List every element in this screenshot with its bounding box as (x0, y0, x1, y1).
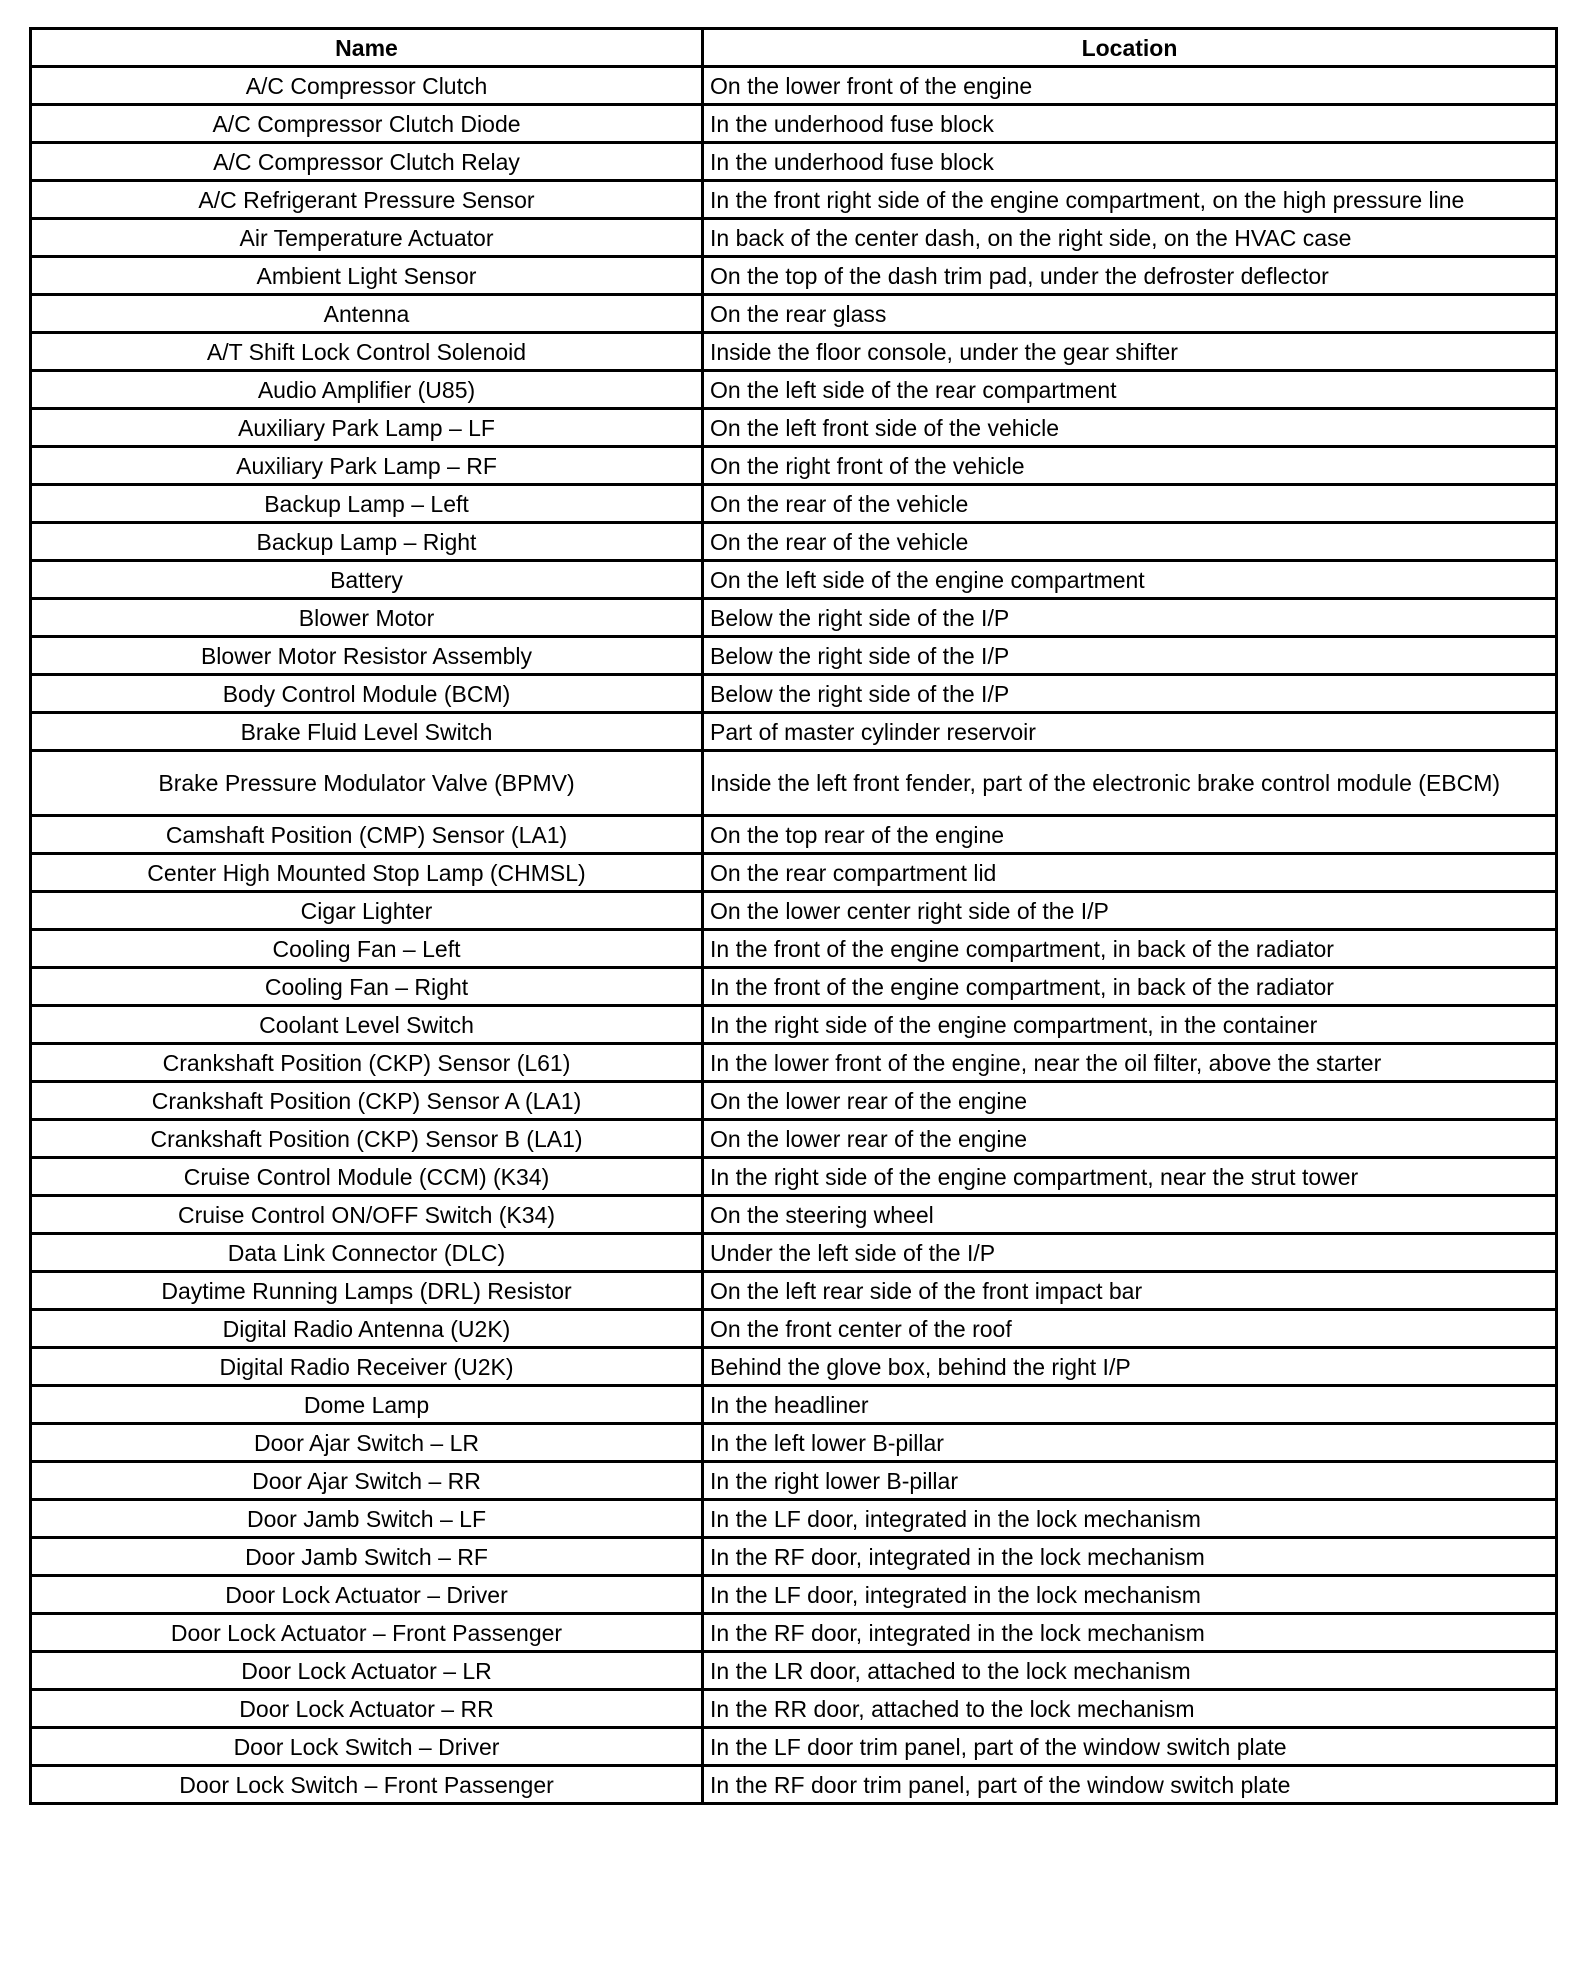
table-row (31, 447, 1557, 485)
component-name-cell: Blower Motor (31, 599, 703, 637)
component-location-cell: On the front center of the roof (703, 1310, 1557, 1348)
component-name-cell: Brake Fluid Level Switch (31, 713, 703, 751)
component-location-cell: On the left side of the engine compartment (703, 561, 1557, 599)
component-location-cell: On the left side of the rear compartment (703, 371, 1557, 409)
table-row (31, 485, 1557, 523)
component-name-cell: Door Ajar Switch – LR (31, 1424, 703, 1462)
component-name-cell: Door Jamb Switch – LF (31, 1500, 703, 1538)
component-location-cell: In the RF door, integrated in the lock mechanism (703, 1538, 1557, 1576)
component-location-cell: On the rear glass (703, 295, 1557, 333)
table-row (31, 892, 1557, 930)
table-row (31, 1196, 1557, 1234)
component-location-cell: In the front of the engine compartment, in back of the radiator (703, 930, 1557, 968)
table-row (31, 1348, 1557, 1386)
component-location-cell: In the left lower B-pillar (703, 1424, 1557, 1462)
location-column-header: Location (703, 29, 1557, 67)
component-location-cell: In the right side of the engine compartment, in the container (703, 1006, 1557, 1044)
component-location-cell: On the lower rear of the engine (703, 1120, 1557, 1158)
component-name-cell: Audio Amplifier (U85) (31, 371, 703, 409)
component-location-cell: On the right front of the vehicle (703, 447, 1557, 485)
component-location-cell: In the front right side of the engine compartment, on the high pressure line (703, 181, 1557, 219)
component-name-cell: Backup Lamp – Right (31, 523, 703, 561)
component-name-cell: Ambient Light Sensor (31, 257, 703, 295)
component-location-cell: On the left rear side of the front impact bar (703, 1272, 1557, 1310)
table-row (31, 637, 1557, 675)
component-name-cell: A/C Refrigerant Pressure Sensor (31, 181, 703, 219)
component-location-cell: In the LF door trim panel, part of the window switch plate (703, 1728, 1557, 1766)
component-name-cell: Door Lock Actuator – RR (31, 1690, 703, 1728)
component-name-cell: Data Link Connector (DLC) (31, 1234, 703, 1272)
component-name-cell: Antenna (31, 295, 703, 333)
component-name-cell: Door Lock Actuator – Driver (31, 1576, 703, 1614)
component-location-cell: Under the left side of the I/P (703, 1234, 1557, 1272)
table-row (31, 523, 1557, 561)
table-row (31, 1386, 1557, 1424)
component-location-table (29, 27, 1558, 1805)
component-name-cell: Digital Radio Receiver (U2K) (31, 1348, 703, 1386)
component-name-cell: Crankshaft Position (CKP) Sensor B (LA1) (31, 1120, 703, 1158)
component-name-cell: Air Temperature Actuator (31, 219, 703, 257)
table-body (31, 67, 1557, 1804)
component-name-cell: A/T Shift Lock Control Solenoid (31, 333, 703, 371)
component-name-cell: Dome Lamp (31, 1386, 703, 1424)
table-row (31, 1690, 1557, 1728)
table-row (31, 143, 1557, 181)
component-location-cell: Inside the left front fender, part of the electronic brake control module (EBCM) (703, 751, 1557, 816)
component-location-cell: Part of master cylinder reservoir (703, 713, 1557, 751)
table-row (31, 257, 1557, 295)
name-column-header: Name (31, 29, 703, 67)
component-name-cell: Center High Mounted Stop Lamp (CHMSL) (31, 854, 703, 892)
table-row (31, 675, 1557, 713)
component-location-cell: On the top rear of the engine (703, 816, 1557, 854)
component-location-cell: Below the right side of the I/P (703, 675, 1557, 713)
table-row (31, 1462, 1557, 1500)
component-location-cell: In the RR door, attached to the lock mechanism (703, 1690, 1557, 1728)
component-location-cell: On the rear of the vehicle (703, 523, 1557, 561)
component-name-cell: Brake Pressure Modulator Valve (BPMV) (31, 751, 703, 816)
component-location-cell: Behind the glove box, behind the right I/P (703, 1348, 1557, 1386)
component-name-cell: Body Control Module (BCM) (31, 675, 703, 713)
table-row (31, 1766, 1557, 1804)
component-location-cell: In the right lower B-pillar (703, 1462, 1557, 1500)
component-name-cell: Crankshaft Position (CKP) Sensor A (LA1) (31, 1082, 703, 1120)
table-row (31, 219, 1557, 257)
component-location-cell: On the rear of the vehicle (703, 485, 1557, 523)
component-location-cell: Below the right side of the I/P (703, 637, 1557, 675)
component-name-cell: Digital Radio Antenna (U2K) (31, 1310, 703, 1348)
component-name-cell: Daytime Running Lamps (DRL) Resistor (31, 1272, 703, 1310)
component-location-cell: In the lower front of the engine, near the oil filter, above the starter (703, 1044, 1557, 1082)
table-row (31, 561, 1557, 599)
table-row (31, 1538, 1557, 1576)
table-row (31, 295, 1557, 333)
table-row (31, 105, 1557, 143)
component-name-cell: Backup Lamp – Left (31, 485, 703, 523)
component-name-cell: Cooling Fan – Right (31, 968, 703, 1006)
table-row (31, 1500, 1557, 1538)
table-row (31, 371, 1557, 409)
header-row (31, 29, 1557, 67)
table-row (31, 854, 1557, 892)
component-location-cell: In the LF door, integrated in the lock mechanism (703, 1576, 1557, 1614)
table-row (31, 599, 1557, 637)
component-location-cell: Below the right side of the I/P (703, 599, 1557, 637)
component-name-cell: Camshaft Position (CMP) Sensor (LA1) (31, 816, 703, 854)
component-location-cell: Inside the floor console, under the gear shifter (703, 333, 1557, 371)
component-name-cell: Door Jamb Switch – RF (31, 1538, 703, 1576)
table-row (31, 1234, 1557, 1272)
component-name-cell: Door Lock Switch – Front Passenger (31, 1766, 703, 1804)
component-name-cell: Door Lock Switch – Driver (31, 1728, 703, 1766)
component-name-cell: Cooling Fan – Left (31, 930, 703, 968)
table-row (31, 1044, 1557, 1082)
table-row (31, 930, 1557, 968)
component-name-cell: Battery (31, 561, 703, 599)
table-row (31, 1310, 1557, 1348)
component-location-cell: On the lower front of the engine (703, 67, 1557, 105)
table-row (31, 1424, 1557, 1462)
component-name-cell: Crankshaft Position (CKP) Sensor (L61) (31, 1044, 703, 1082)
table-row (31, 1120, 1557, 1158)
component-location-cell: In back of the center dash, on the right side, on the HVAC case (703, 219, 1557, 257)
component-location-cell: In the LR door, attached to the lock mechanism (703, 1652, 1557, 1690)
component-name-cell: A/C Compressor Clutch Relay (31, 143, 703, 181)
component-name-cell: Cruise Control Module (CCM) (K34) (31, 1158, 703, 1196)
table-row (31, 751, 1557, 816)
component-location-cell: On the rear compartment lid (703, 854, 1557, 892)
component-name-cell: Door Ajar Switch – RR (31, 1462, 703, 1500)
component-name-cell: Auxiliary Park Lamp – RF (31, 447, 703, 485)
table-row (31, 1728, 1557, 1766)
component-location-cell: In the RF door, integrated in the lock mechanism (703, 1614, 1557, 1652)
component-location-cell: In the RF door trim panel, part of the window switch plate (703, 1766, 1557, 1804)
component-name-cell: Auxiliary Park Lamp – LF (31, 409, 703, 447)
table-row (31, 713, 1557, 751)
component-location-cell: On the lower rear of the engine (703, 1082, 1557, 1120)
component-location-cell: On the lower center right side of the I/P (703, 892, 1557, 930)
table-row (31, 1006, 1557, 1044)
component-location-cell: On the left front side of the vehicle (703, 409, 1557, 447)
table-row (31, 409, 1557, 447)
component-name-cell: Cruise Control ON/OFF Switch (K34) (31, 1196, 703, 1234)
component-location-cell: On the top of the dash trim pad, under the defroster deflector (703, 257, 1557, 295)
component-location-cell: In the front of the engine compartment, in back of the radiator (703, 968, 1557, 1006)
component-location-cell: In the LF door, integrated in the lock mechanism (703, 1500, 1557, 1538)
table-row (31, 1576, 1557, 1614)
component-name-cell: Coolant Level Switch (31, 1006, 703, 1044)
table-row (31, 1082, 1557, 1120)
table-row (31, 67, 1557, 105)
table-row (31, 1614, 1557, 1652)
component-location-cell: On the steering wheel (703, 1196, 1557, 1234)
component-name-cell: Blower Motor Resistor Assembly (31, 637, 703, 675)
component-name-cell: Door Lock Actuator – Front Passenger (31, 1614, 703, 1652)
component-name-cell: Door Lock Actuator – LR (31, 1652, 703, 1690)
table-row (31, 1158, 1557, 1196)
component-location-cell: In the right side of the engine compartment, near the strut tower (703, 1158, 1557, 1196)
component-name-cell: A/C Compressor Clutch Diode (31, 105, 703, 143)
table-row (31, 1652, 1557, 1690)
table-row (31, 1272, 1557, 1310)
table-row (31, 333, 1557, 371)
table-row (31, 968, 1557, 1006)
table-row (31, 181, 1557, 219)
component-name-cell: A/C Compressor Clutch (31, 67, 703, 105)
component-location-cell: In the underhood fuse block (703, 105, 1557, 143)
component-location-cell: In the headliner (703, 1386, 1557, 1424)
component-name-cell: Cigar Lighter (31, 892, 703, 930)
component-location-cell: In the underhood fuse block (703, 143, 1557, 181)
table-row (31, 816, 1557, 854)
